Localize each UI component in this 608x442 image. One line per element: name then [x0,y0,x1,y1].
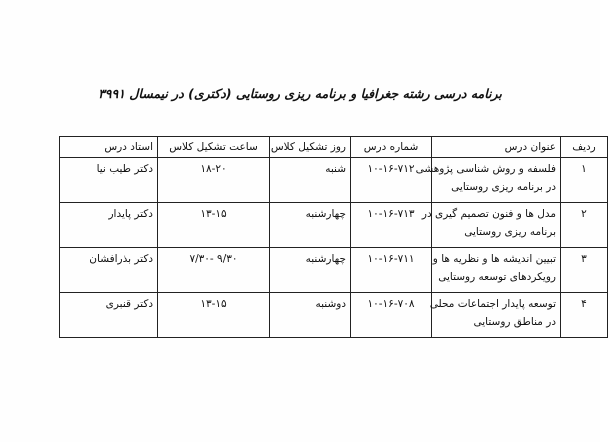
professor-name: دکتر قنبری [60,293,158,338]
class-time: ۱۳-۱۵ [158,293,270,338]
course-title-line: مدل ها و فنون تصمیم گیری در [421,208,556,220]
row-number: ۴ [561,293,608,338]
class-time: ۷/۳۰- ۹/۳۰ [158,248,270,293]
header-professor: استاد درس [60,137,158,158]
header-class-time: ساعت تشکیل کلاس [158,137,270,158]
course-title-line: تبیین اندیشه ها و نظریه ها و [432,253,556,265]
course-title [421,203,561,248]
course-title [429,293,561,338]
course-title-line: در برنامه ریزی روستایی [451,181,556,193]
header-class-day: روز تشکیل کلاس [270,137,351,158]
table-row [60,158,608,203]
course-code: ۱۰-۱۶-۷۰۸ [351,293,432,338]
course-title [415,158,561,203]
class-time: ۱۸-۲۰ [158,158,270,203]
course-title-line: برنامه ریزی روستایی [464,226,556,238]
class-day: چهارشنبه [270,203,351,248]
row-number: ۲ [561,203,608,248]
table-row [60,293,608,338]
course-title-line: فلسفه و روش شناسی پژوهشی [415,163,556,175]
course-title [432,248,561,293]
course-title-line: در مناطق روستایی [473,316,556,328]
course-title-line: توسعه پایدار اجتماعات محلی [429,298,556,310]
header-course-code: شماره درس [351,137,432,158]
class-time: ۱۳-۱۵ [158,203,270,248]
professor-name: دکتر پایدار [60,203,158,248]
row-number: ۱ [561,158,608,203]
course-code: ۱۰-۱۶-۷۱۲ [351,158,432,203]
header-row-number: ردیف [561,137,608,158]
class-day: دوشنبه [270,293,351,338]
professor-name: دکتر بذرافشان [60,248,158,293]
course-schedule-table [59,136,608,338]
class-day: چهارشنبه [270,248,351,293]
document-title: برنامه درسی رشته جغرافیا و برنامه ریزی روستایی (دکتری) در نیمسال ۳۹۹۱ [98,86,502,101]
course-code: ۱۰-۱۶-۷۱۱ [351,248,432,293]
table-row [60,248,608,293]
course-code: ۱۰-۱۶-۷۱۳ [351,203,432,248]
professor-name: دکتر طیب نیا [60,158,158,203]
header-course-title: عنوان درس [432,137,561,158]
class-day: شنبه [270,158,351,203]
row-number: ۳ [561,248,608,293]
course-title-line: رویکردهای توسعه روستایی [438,271,556,283]
table-row [60,203,608,248]
table-header-row [60,137,608,158]
